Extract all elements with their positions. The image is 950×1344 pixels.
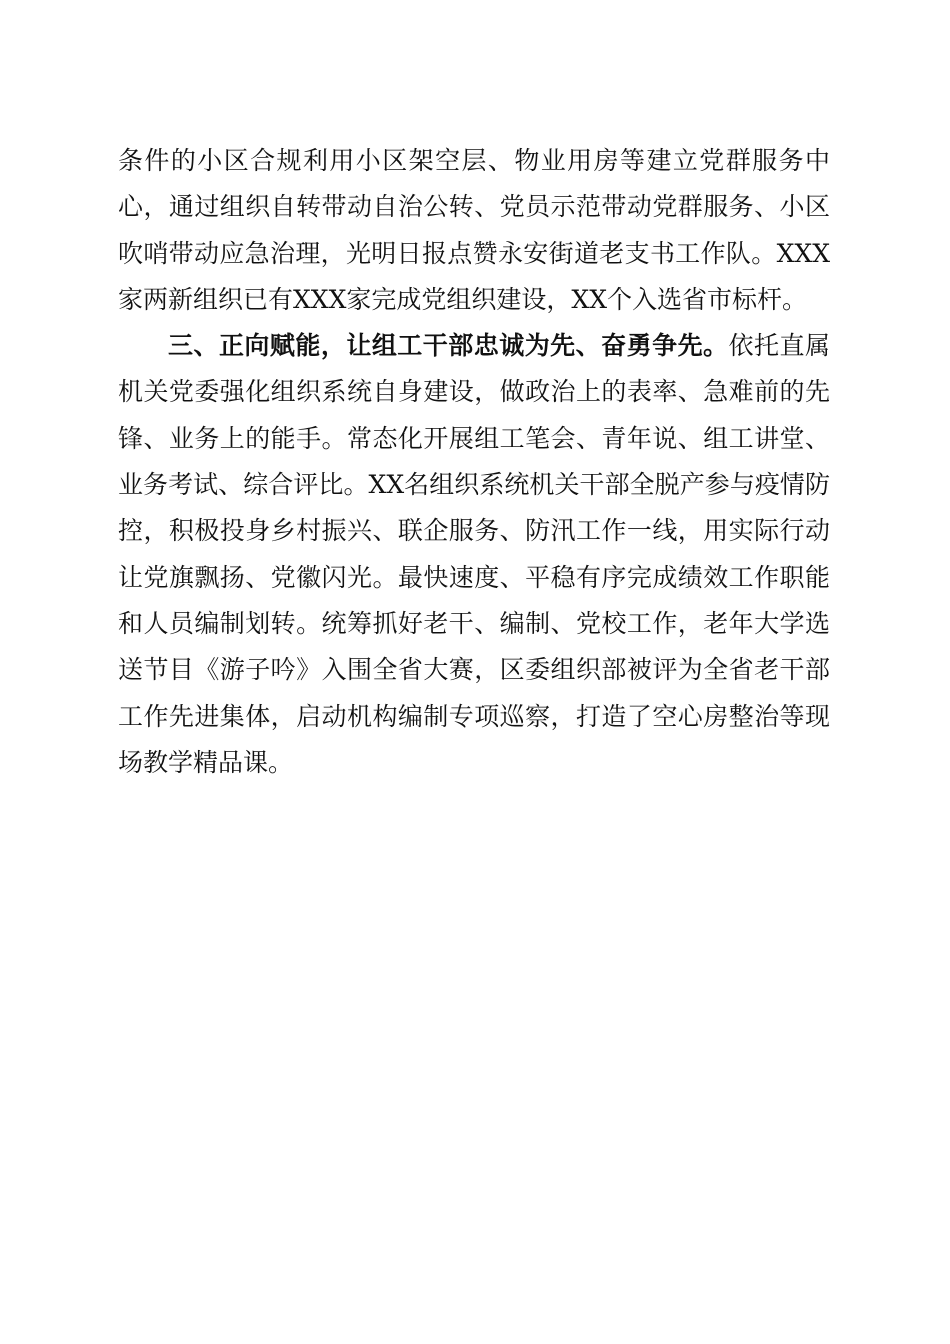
section-body: 依托直属机关党委强化组织系统自身建设，做政治上的表率、急难前的先锋、业务上的能手。常态化开展组工笔会、青年说、组工讲堂、业务考试、综合评比。XX名组织系统机关干部全脱产参与疫情防控，积极投身乡村振兴、联企服务、防汛工作一线，用实际行动让党旗飘扬、党徽闪光。最快速度、平稳有序完成绩效工作职能和人员编制划转。统筹抓好老干、编制、党校工作，老年大学选送节目《游子吟》入围全省大赛，区委组织部被评为全省老干部工作先进集体，启动机构编制专项巡察，打造了空心房整治等现场教学精品课。 bbox=[118, 331, 830, 777]
document-body bbox=[118, 138, 830, 786]
paragraph-continuation: 条件的小区合规利用小区架空层、物业用房等建立党群服务中心，通过组织自转带动自治公转、党员示范带动党群服务、小区吹哨带动应急治理，光明日报点赞永安街道老支书工作队。XXX家两新组织已有XXX家完成党组织建设，XX个入选省市标杆。 bbox=[118, 146, 830, 314]
section-heading: 三、正向赋能，让组工干部忠诚为先、奋勇争先。 bbox=[168, 331, 729, 361]
paragraph-section-three bbox=[118, 323, 830, 786]
